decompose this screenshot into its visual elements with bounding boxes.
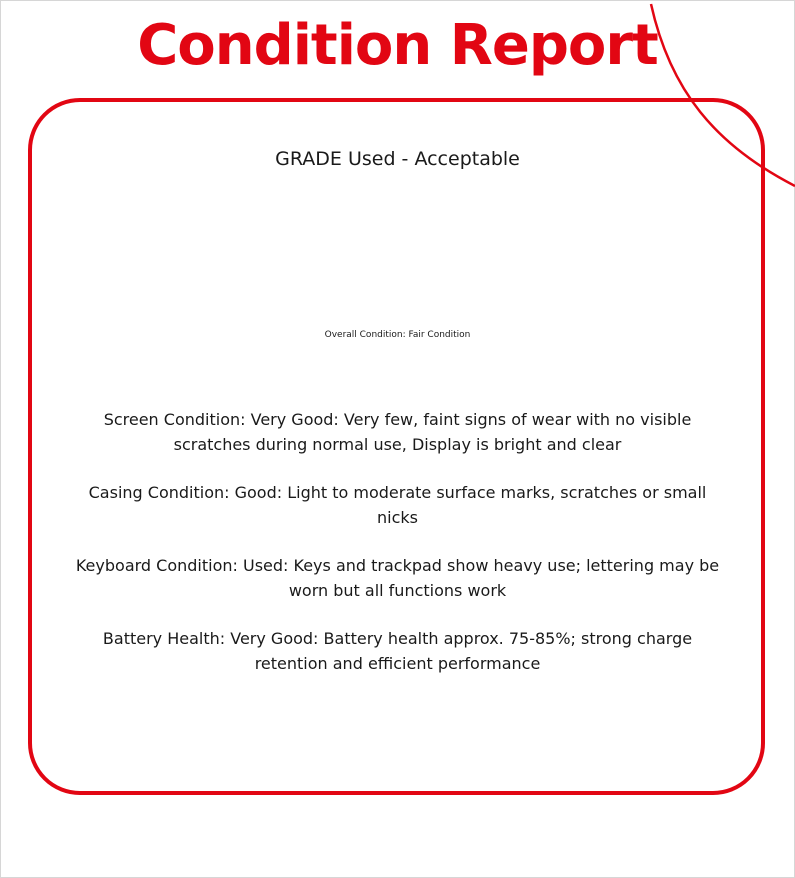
grade-label: GRADE Used - Acceptable [275, 148, 520, 170]
screen-condition: Screen Condition: Very Good: Very few, faint signs of wear with no visible scratches during normal use, Display is bright and clear [103, 410, 692, 454]
casing-condition: Casing Condition: Good: Light to moderate surface marks, scratches or small nicks [88, 483, 707, 527]
overall-condition: Overall Condition: Fair Condition [324, 330, 471, 340]
condition-list [70, 407, 725, 699]
page-title: Condition Report [137, 13, 658, 78]
keyboard-condition: Keyboard Condition: Used: Keys and trackpad show heavy use; lettering may be worn but all functions work [75, 556, 720, 600]
battery-health: Battery Health: Very Good: Battery health approx. 75-85%; strong charge retention and efficient performance [102, 629, 693, 673]
